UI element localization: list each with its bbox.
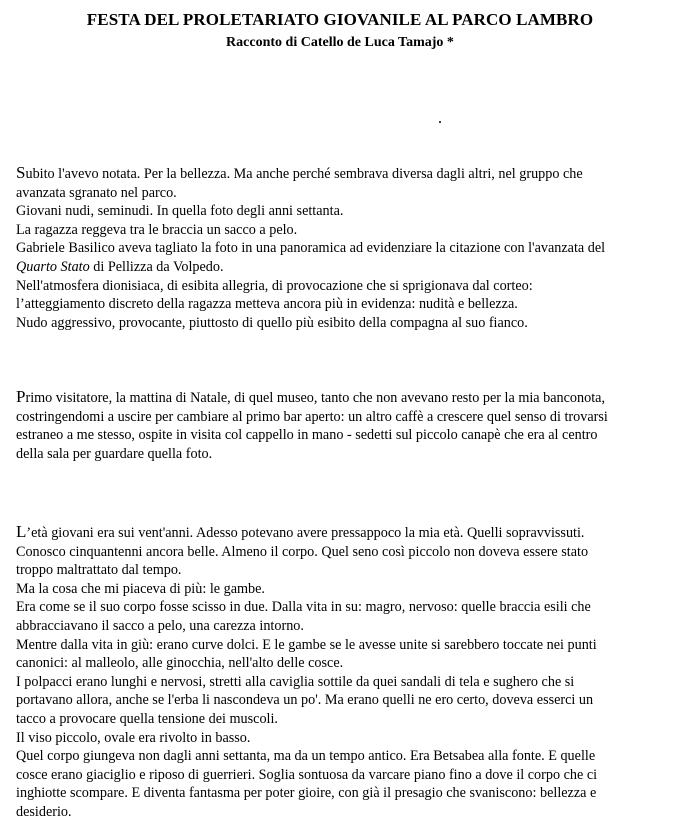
text-line bbox=[16, 747, 672, 766]
text-line bbox=[16, 543, 672, 562]
line-text: Quel corpo giungeva non dagli anni settanta, ma da un tempo antico. Era Betsabea alla fonte. E quelle bbox=[16, 748, 596, 765]
line-text: portavano allora, anche se l'erba li nascondeva un po'. Ma erano quelli ne ero certo, doveva esserci un bbox=[16, 692, 594, 709]
line-text: troppo maltrattato dal tempo. bbox=[16, 562, 182, 579]
page-subtitle: Racconto di Catello de Luca Tamajo * bbox=[226, 35, 454, 50]
text-line bbox=[16, 636, 672, 655]
text-line bbox=[16, 691, 672, 710]
line-text: Nell'atmosfera dionisiaca, di esibita allegria, di provocazione che si sprigionava dal corteo: bbox=[16, 277, 533, 294]
line-text: abbracciavano il sacco a pelo, una carezza intorno. bbox=[16, 617, 304, 634]
line-text: I polpacci erano lunghi e nervosi, stretti alla caviglia sottile da quei sandali di tela e sughero che si bbox=[16, 673, 575, 690]
text-line bbox=[16, 277, 672, 296]
line-text: Giovani nudi, seminudi. In quella foto degli anni settanta. bbox=[16, 203, 344, 220]
text-line bbox=[16, 523, 672, 543]
text-line bbox=[16, 598, 672, 617]
line-text: della sala per guardare quella foto. bbox=[16, 445, 213, 462]
line-text: ubito l'avevo notata. Per la bellezza. Ma anche perché sembrava diversa dagli altri, nel gruppo che bbox=[25, 166, 583, 182]
text-line bbox=[16, 729, 672, 748]
text-line bbox=[16, 710, 672, 729]
initial-letter: S bbox=[16, 163, 26, 182]
line-text: inghiotte scompare. E diventa fantasma per poter gioire, con già il presagio che svaniscono: bellezza e bbox=[16, 785, 597, 802]
initial-letter: L bbox=[16, 522, 27, 541]
line-text: Il viso piccolo, ovale era rivolto in basso. bbox=[16, 729, 251, 746]
line-text: costringendomi a uscire per cambiare al primo bar aperto: un altro caffè a crescere quel senso di trovarsi bbox=[16, 408, 608, 425]
text-line bbox=[16, 221, 672, 240]
paragraph-2 bbox=[16, 388, 672, 463]
text-line bbox=[16, 654, 672, 673]
line-text: tacco a provocare quella tensione dei muscoli. bbox=[16, 710, 278, 727]
page-title: FESTA DEL PROLETARIATO GIOVANILE AL PARCO LAMBRO bbox=[86, 10, 594, 29]
text-line bbox=[16, 784, 672, 803]
text-line bbox=[16, 202, 672, 221]
line-text: Era come se il suo corpo fosse scisso in due. Dalla vita in su: magro, nervoso: quelle braccia esili che bbox=[16, 599, 591, 616]
line-text: desiderio. bbox=[16, 803, 72, 820]
paragraph-1 bbox=[16, 164, 672, 332]
text-line bbox=[16, 258, 672, 277]
line-text: canonici: al malleolo, alle ginocchia, nell'alto delle cosce. bbox=[16, 655, 344, 672]
text-line bbox=[16, 295, 672, 314]
initial-letter: P bbox=[16, 387, 26, 406]
line-text: Conosco cinquantenni ancora belle. Almeno il corpo. Quel seno così piccolo non doveva essere stato bbox=[16, 543, 589, 560]
line-text: La ragazza reggeva tra le braccia un sacco a pelo. bbox=[16, 221, 298, 238]
text-line bbox=[16, 426, 672, 445]
line-text: ’età giovani era sui vent'anni. Adesso potevano avere pressappoco la mia età. Quelli sopravvissuti. bbox=[26, 525, 585, 541]
line-text: Nudo aggressivo, provocante, piuttosto di quello più esibito della compagna al suo fianco. bbox=[16, 314, 528, 331]
italic-title: Quarto Stato bbox=[16, 258, 90, 275]
text-line bbox=[16, 408, 672, 427]
text-line bbox=[16, 561, 672, 580]
line-text: rimo visitatore, la mattina di Natale, di quel museo, tanto che non avevano resto per la mia banconota, bbox=[25, 390, 606, 406]
scan-speck bbox=[439, 121, 441, 123]
line-text: Ma la cosa che mi piaceva di più: le gambe. bbox=[16, 580, 265, 597]
line-text: avanzata sgranato nel parco. bbox=[16, 184, 177, 201]
text-line bbox=[16, 239, 672, 258]
line-text: di Pellizza da Volpedo. bbox=[89, 258, 224, 275]
text-line bbox=[16, 184, 672, 203]
line-text: Mentre dalla vita in giù: erano curve dolci. E le gambe se le avesse unite si sarebbero toccate nei punti bbox=[16, 636, 597, 653]
text-line bbox=[16, 673, 672, 692]
line-text: Gabriele Basilico aveva tagliato la foto in una panoramica ad evidenziare la citazione con l'avanzata del bbox=[16, 240, 606, 257]
line-text: l’atteggiamento discreto della ragazza metteva ancora più in evidenza: nudità e bellezza. bbox=[16, 296, 518, 313]
text-line bbox=[16, 445, 672, 464]
text-line bbox=[16, 314, 672, 333]
text-line bbox=[16, 580, 672, 599]
text-line bbox=[16, 388, 672, 408]
text-line bbox=[16, 803, 672, 822]
text-line bbox=[16, 164, 672, 184]
text-line bbox=[16, 617, 672, 636]
text-line bbox=[16, 766, 672, 785]
paragraph-3 bbox=[16, 523, 672, 822]
line-text: cosce erano giaciglio e riposo di guerrieri. Soglia sontuosa da varcare piano fino a dove il corpo che ci bbox=[16, 766, 598, 783]
line-text: estraneo a me stesso, ospite in visita col cappello in mano - sedetti sul piccolo canapè che era al centro bbox=[16, 427, 598, 444]
